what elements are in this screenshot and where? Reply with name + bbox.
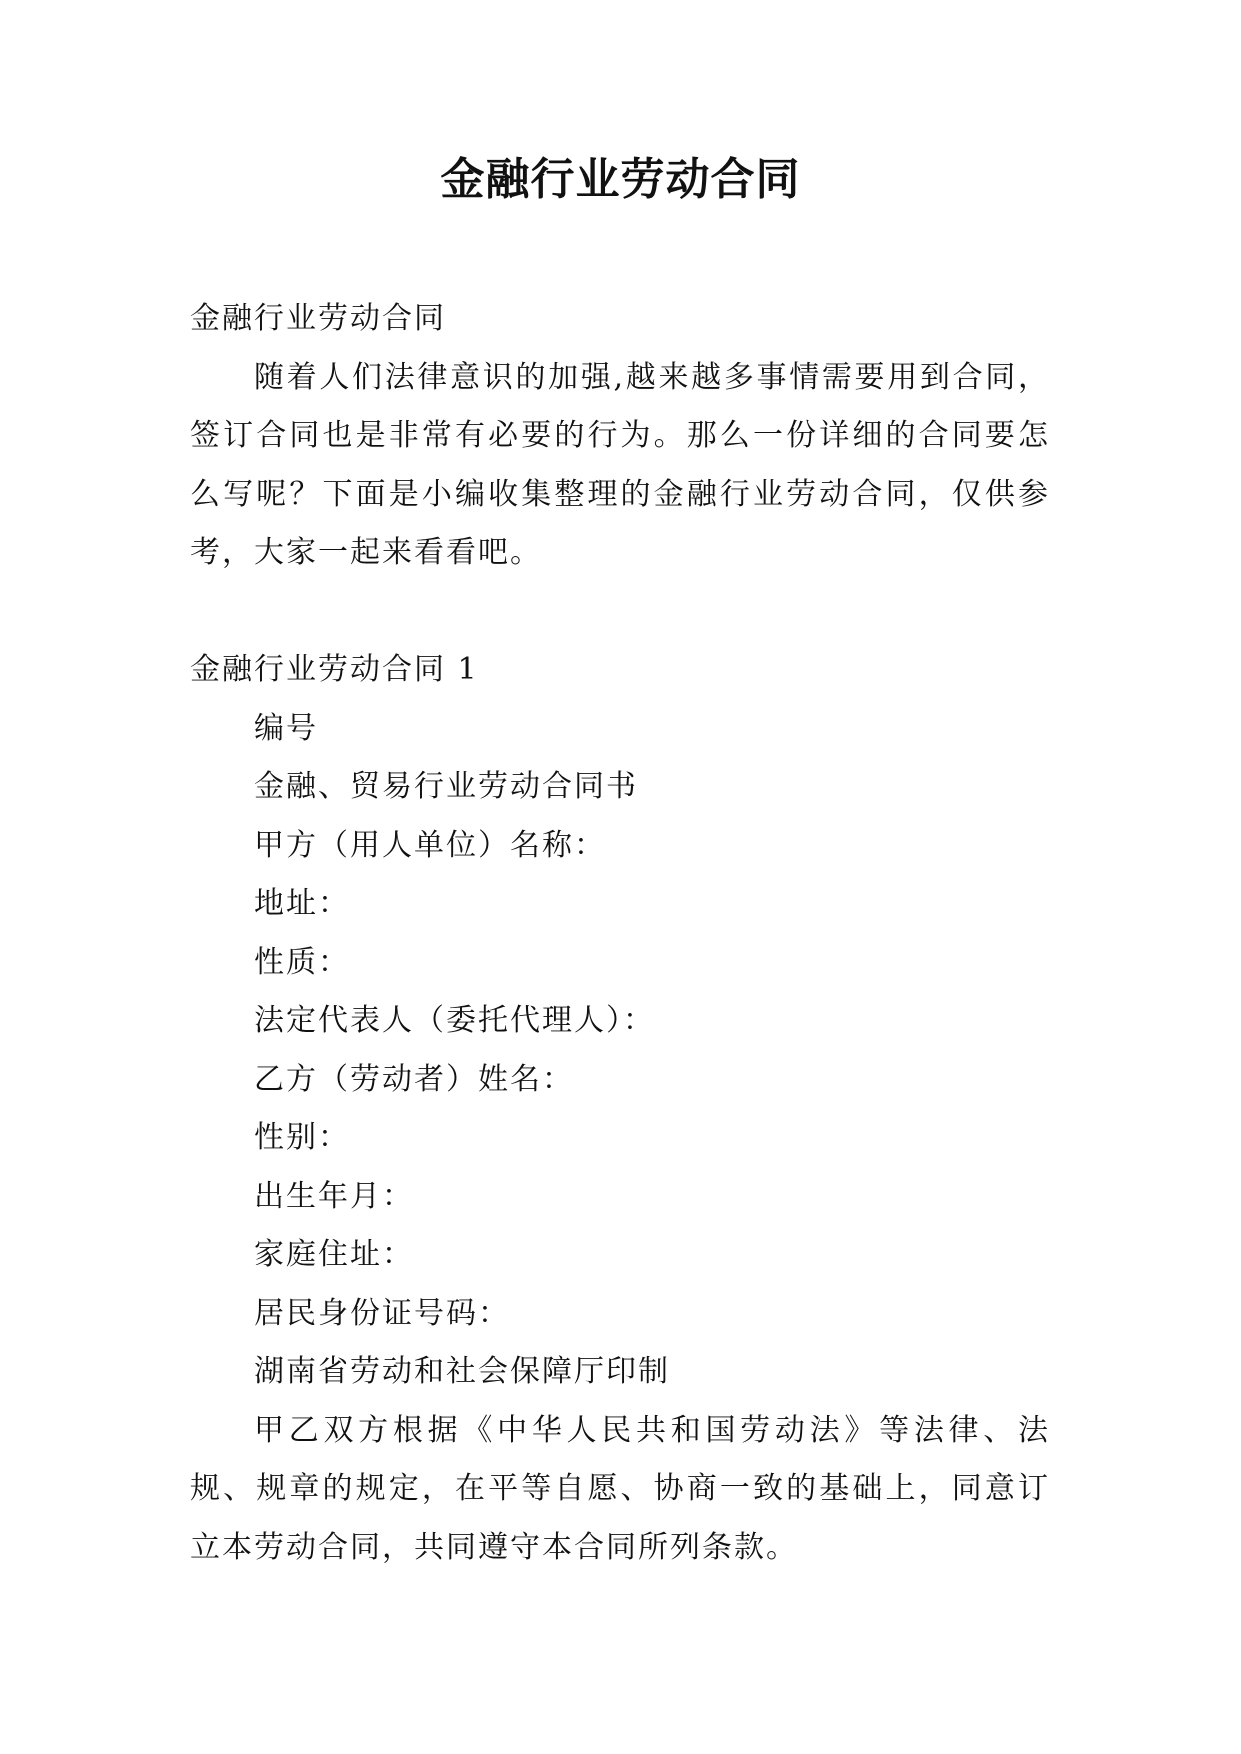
field-legal-representative: 法定代表人（委托代理人）： [254,1003,655,1038]
field-contract-book-title: 金融、贸易行业劳动合同书 [254,769,638,804]
field-id-number: 居民身份证号码： [254,1295,510,1331]
field-gender: 性别： [254,1120,350,1155]
section-heading: 金融行业劳动合同 1 [190,652,479,687]
field-home-address: 家庭住址： [254,1237,414,1272]
intro-heading: 金融行业劳动合同 [190,301,446,336]
document-title: 金融行业劳动合同 [440,154,801,205]
field-contract-number: 编号 [254,710,318,746]
section-spacer [190,583,1050,642]
field-party-b-name: 乙方（劳动者）姓名： [254,1061,574,1097]
intro-paragraph: 随着人们法律意识的加强,越来越多事情需要用到合同，签订合同也是非常有必要的行为。那么一份详细的合同要怎么写呢？下面是小编收集整理的金融行业劳动合同，仅供参考，大家一起来看看吧。 [190,359,1050,570]
document-body [190,290,1050,1577]
field-nature: 性质： [254,944,350,980]
field-party-a-name: 甲方（用人单位）名称： [254,827,606,863]
closing-paragraph: 甲乙双方根据《中华人民共和国劳动法》等法律、法规、规章的规定，在平等自愿、协商一致的基础上，同意订立本劳动合同，共同遵守本合同所列条款。 [190,1412,1050,1565]
field-address: 地址： [254,886,350,921]
field-printed-by: 湖南省劳动和社会保障厅印制 [254,1354,670,1389]
field-birth-date: 出生年月： [254,1178,414,1214]
